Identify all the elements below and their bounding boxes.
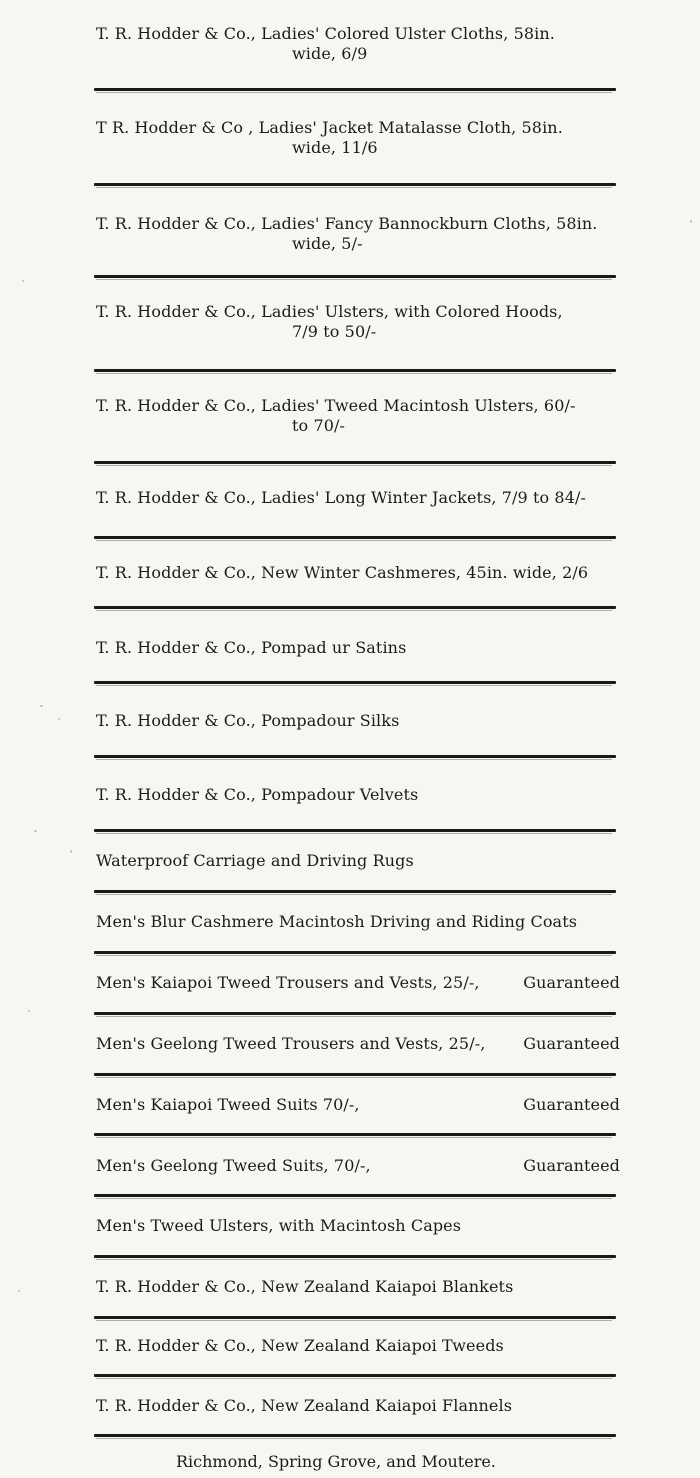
ad-entry (96, 1156, 620, 1176)
ad-entry (96, 214, 620, 254)
ad-line: T. R. Hodder & Co., New Zealand Kaiapoi Tweeds (96, 1336, 504, 1355)
ad-entry (96, 1277, 620, 1297)
print-speck (690, 220, 692, 223)
divider-rule (94, 681, 616, 684)
ad-line: Men's Tweed Ulsters, with Macintosh Capes (96, 1216, 462, 1235)
ad-entry (96, 1336, 620, 1356)
divider-rule (94, 369, 616, 372)
ad-guarantee: Guaranteed (523, 1095, 620, 1114)
print-speck (34, 830, 37, 832)
divider-rule (94, 1012, 616, 1015)
divider-rule (94, 606, 616, 609)
ad-item-text: Men's Kaiapoi Tweed Suits 70/-, (96, 1095, 360, 1114)
ad-line: T. R. Hodder & Co., Pompadour Velvets (96, 785, 419, 804)
ad-line-continued: wide, 11/6 (292, 138, 378, 157)
ad-line: T. R. Hodder & Co., New Winter Cashmeres, 45in. wide, 2/6 (96, 563, 589, 582)
ad-line: T. R. Hodder & Co., Ladies' Fancy Bannockburn Cloths, 58in. (96, 214, 598, 233)
ad-line-continued: 7/9 to 50/- (292, 322, 377, 341)
ad-guarantee: Guaranteed (523, 1156, 620, 1175)
print-speck (28, 1010, 30, 1012)
ad-item-text: Men's Geelong Tweed Trousers and Vests, 25/-, (96, 1034, 486, 1053)
ad-line-continued: wide, 6/9 (292, 44, 368, 63)
ad-entry (96, 118, 620, 158)
divider-rule (94, 461, 616, 464)
ad-entry (96, 563, 620, 583)
print-speck (40, 705, 43, 707)
ad-line: Waterproof Carriage and Driving Rugs (96, 851, 414, 870)
ad-entry (96, 1034, 620, 1054)
ad-guarantee: Guaranteed (523, 1034, 620, 1053)
ad-entry (96, 785, 620, 805)
divider-rule (94, 1255, 616, 1258)
ad-line: T. R. Hodder & Co., New Zealand Kaiapoi Blankets (96, 1277, 514, 1296)
ad-item-text: Men's Kaiapoi Tweed Trousers and Vests, 25/-, (96, 973, 480, 992)
ad-entry (96, 1216, 620, 1236)
divider-rule (94, 1374, 616, 1377)
divider-rule (94, 1434, 616, 1437)
divider-rule (94, 1316, 616, 1319)
ad-line: T R. Hodder & Co , Ladies' Jacket Matalasse Cloth, 58in. (96, 118, 563, 137)
ad-entry (96, 24, 620, 64)
ad-entry (96, 851, 620, 871)
ad-entry (96, 973, 620, 993)
ad-entry (96, 1095, 620, 1115)
divider-rule (94, 755, 616, 758)
ad-entry (96, 396, 620, 436)
ad-line: T. R. Hodder & Co., Ladies' Colored Ulster Cloths, 58in. (96, 24, 555, 43)
divider-rule (94, 951, 616, 954)
divider-rule (94, 275, 616, 278)
ad-line: T. R. Hodder & Co., Pompad ur Satins (96, 638, 407, 657)
ad-line: T. R. Hodder & Co., Ladies' Long Winter Jackets, 7/9 to 84/- (96, 488, 586, 507)
divider-rule (94, 88, 616, 91)
print-speck (22, 280, 24, 282)
ad-entry (96, 711, 620, 731)
ad-entry (96, 912, 620, 932)
ad-line: T. R. Hodder & Co., New Zealand Kaiapoi Flannels (96, 1396, 513, 1415)
print-speck (58, 718, 60, 720)
print-speck (18, 1290, 20, 1292)
ad-entry (96, 1396, 620, 1416)
ad-entry (96, 302, 620, 342)
divider-rule (94, 183, 616, 186)
print-speck (70, 850, 72, 853)
ad-line-continued: to 70/- (292, 416, 346, 435)
ad-line: T. R. Hodder & Co., Ladies' Ulsters, with Colored Hoods, (96, 302, 563, 321)
ad-line: T. R. Hodder & Co., Ladies' Tweed Macintosh Ulsters, 60/- (96, 396, 576, 415)
footer-locations: Richmond, Spring Grove, and Moutere. (176, 1452, 496, 1471)
ad-entry (96, 638, 620, 658)
divider-rule (94, 1194, 616, 1197)
divider-rule (94, 536, 616, 539)
ad-item-text: Men's Geelong Tweed Suits, 70/-, (96, 1156, 371, 1175)
ad-entry (96, 488, 620, 508)
divider-rule (94, 829, 616, 832)
ad-line: Men's Blur Cashmere Macintosh Driving and Riding Coats (96, 912, 578, 931)
ad-line-continued: wide, 5/- (292, 234, 363, 253)
ad-line: T. R. Hodder & Co., Pompadour Silks (96, 711, 400, 730)
divider-rule (94, 1073, 616, 1076)
divider-rule (94, 890, 616, 893)
ad-guarantee: Guaranteed (523, 973, 620, 992)
divider-rule (94, 1133, 616, 1136)
